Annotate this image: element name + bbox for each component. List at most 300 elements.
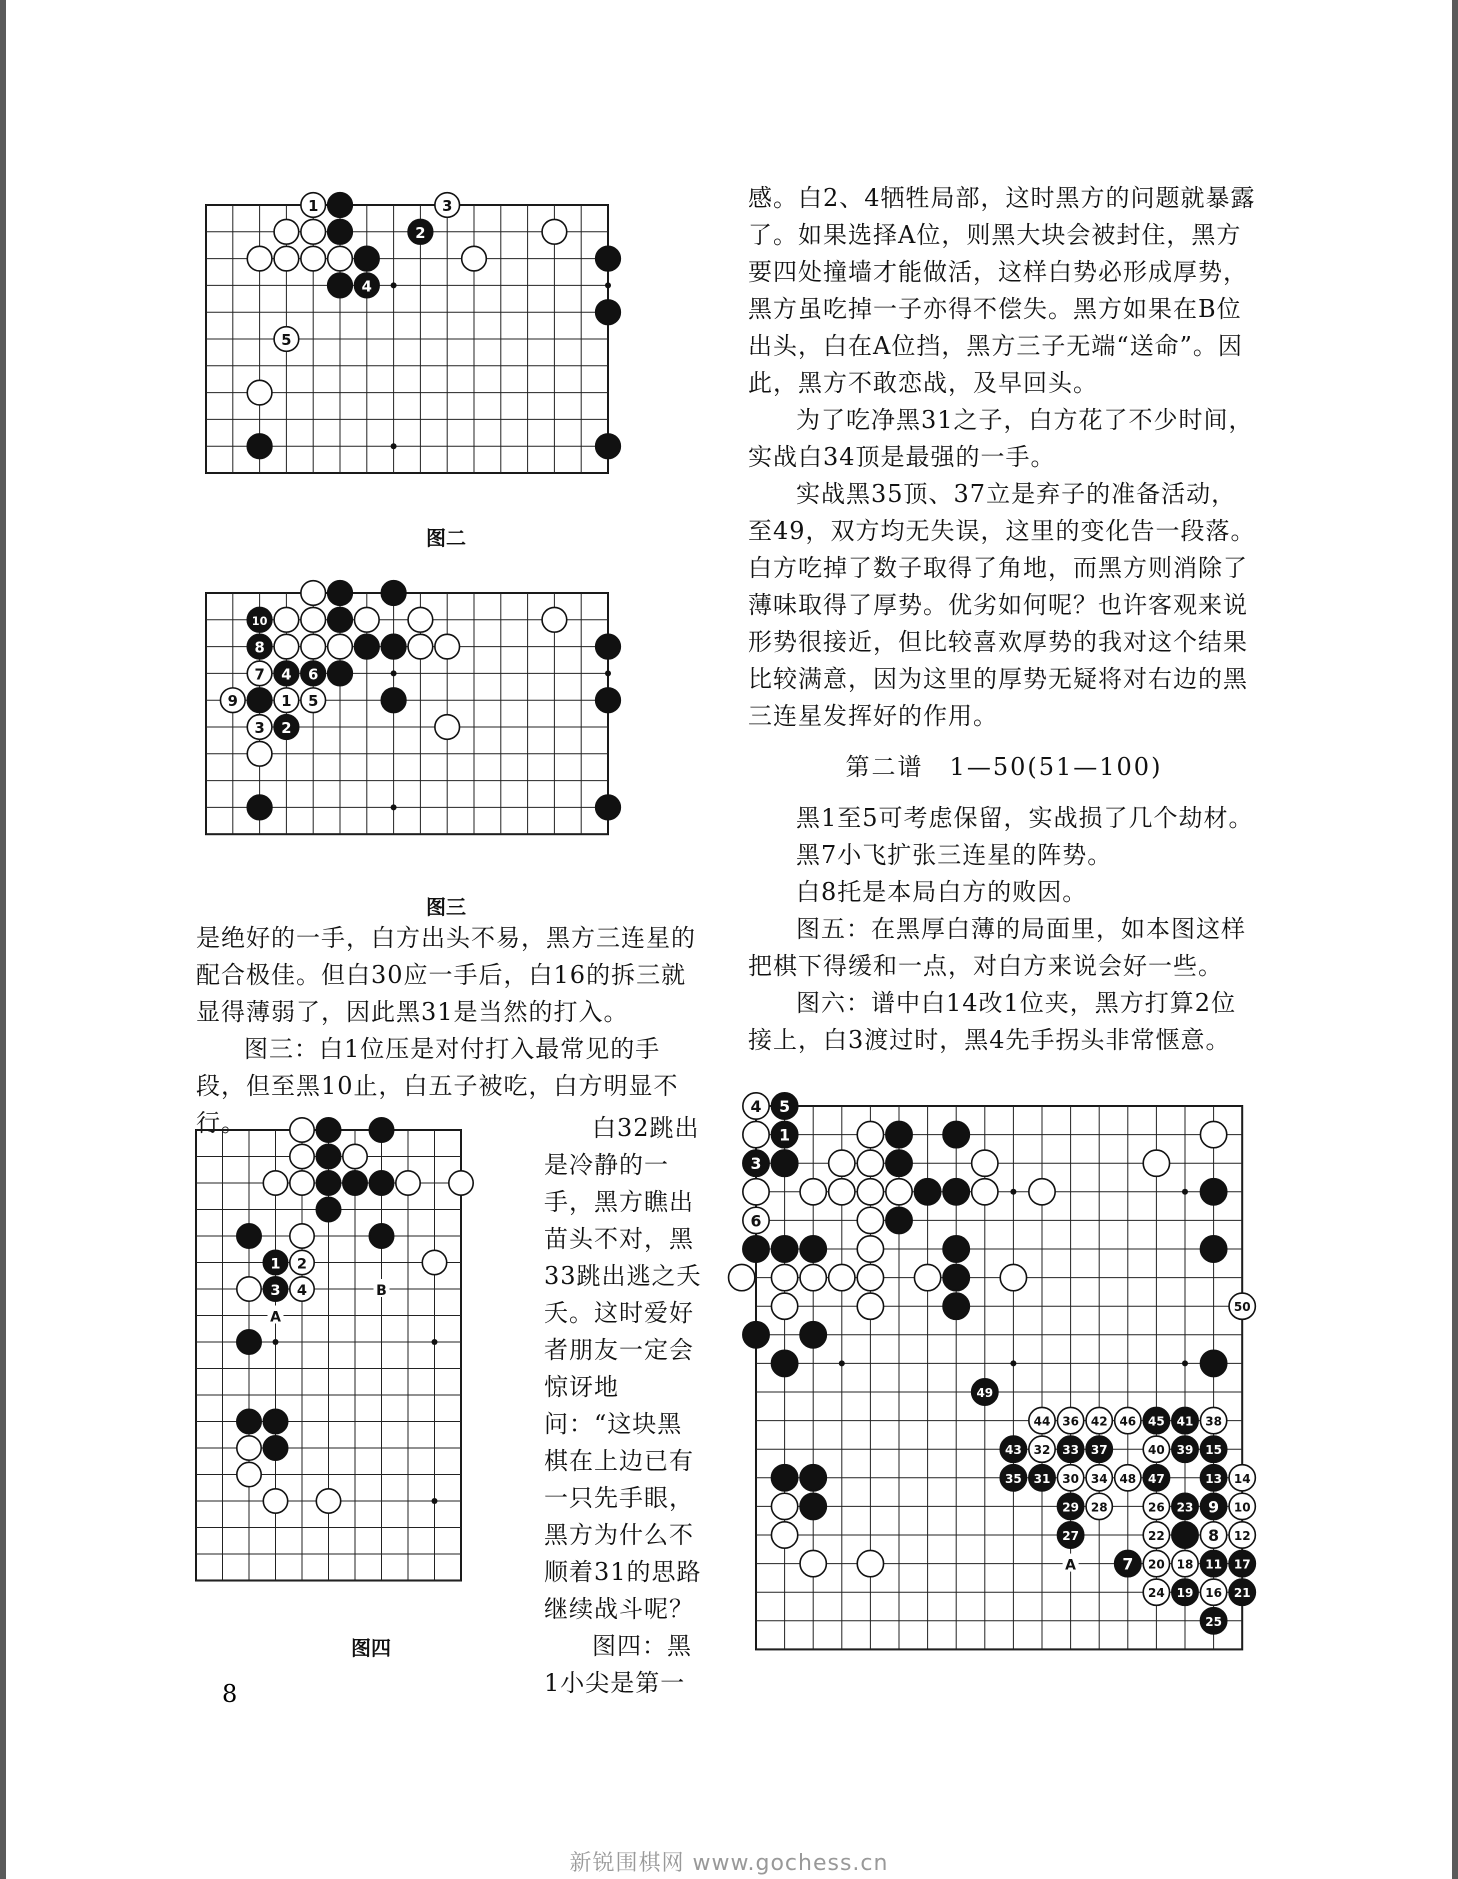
move-number: 21: [1233, 1586, 1251, 1601]
paragraph: 是绝好的一手，白方出头不易，黑方三连星的配合极佳。但白30应一手后，白16的拆三就显得薄弱了，因此黑31是当然的打入。: [196, 924, 696, 1026]
white-stone: [237, 1277, 261, 1301]
move-number: 24: [1148, 1586, 1165, 1601]
move-number: 10: [1233, 1500, 1251, 1515]
white-stone: [771, 1293, 797, 1319]
side-column-text: [544, 1110, 704, 1702]
move-number: 8: [254, 639, 265, 657]
white-stone: [301, 688, 326, 713]
black-stone: [381, 634, 406, 659]
white-stone: [542, 607, 567, 632]
white-stone: [247, 715, 272, 740]
white-stone: [408, 634, 433, 659]
star-point: [1182, 1189, 1188, 1195]
white-stone: [237, 1436, 261, 1460]
board-figure-2: [206, 197, 641, 506]
black-stone: [596, 434, 621, 459]
paragraph: 白32跳出是冷静的一手，黑方瞧出苗头不对，黑33跳出逃之夭夭。这时爱好者朋友一定会惊讶地问：“这块黑棋在上边已有一只先手眼，黑方为什么不顺着31的思路继续战斗呢？: [544, 1114, 702, 1623]
star-point: [273, 1339, 279, 1345]
move-number: 2: [415, 224, 426, 242]
white-stone: [729, 1264, 755, 1290]
black-stone: [381, 688, 406, 713]
white-stone: [1143, 1150, 1169, 1176]
white-stone: [301, 634, 326, 659]
white-stone: [1086, 1493, 1112, 1519]
black-stone: [369, 1118, 393, 1142]
paragraph: 实战黑35顶、37立是弃子的准备活动，至49，双方均无失误，这里的变化告一段落。白方吃掉了数子取得了角地，而黑方则消除了薄味取得了厚势。优劣如何呢？也许客观来说形势很接近，但比较喜欢厚势的我对这个结果比较满意，因为这里的厚势无疑将对右边的黑三连星发挥好的作用。: [748, 480, 1256, 730]
move-number: 36: [1062, 1414, 1079, 1429]
white-stone: [800, 1264, 826, 1290]
paragraph: 为了吃净黑31之子，白方花了不少时间，实战白34顶是最强的一手。: [748, 406, 1254, 471]
move-number: 26: [1148, 1500, 1165, 1515]
white-stone: [743, 1179, 769, 1205]
white-stone: [1200, 1579, 1226, 1605]
move-number: 46: [1119, 1414, 1137, 1429]
black-stone: [886, 1121, 912, 1147]
white-stone: [1200, 1522, 1226, 1548]
white-stone: [274, 634, 299, 659]
board-mark: A: [1065, 1557, 1077, 1574]
black-stone: [1000, 1465, 1026, 1491]
black-stone: [1200, 1465, 1226, 1491]
black-stone: [1172, 1436, 1198, 1462]
white-stone: [800, 1550, 826, 1576]
black-stone: [408, 219, 433, 244]
paragraph: 图四：黑1小尖是第一: [544, 1632, 692, 1697]
white-stone: [301, 581, 326, 606]
move-number: 3: [254, 720, 265, 737]
black-stone: [1200, 1236, 1226, 1262]
white-stone: [301, 607, 326, 632]
black-stone: [1229, 1550, 1255, 1576]
white-stone: [343, 1144, 367, 1168]
white-stone: [263, 1489, 287, 1513]
black-stone: [247, 634, 272, 659]
white-stone: [274, 607, 299, 632]
white-stone: [1143, 1493, 1169, 1519]
black-stone: [1172, 1522, 1198, 1548]
black-stone: [328, 219, 353, 244]
paragraph: 图六：谱中白14改1位夹，黑方打算2位接上，白3渡过时，黑4先手拐头非常惬意。: [748, 989, 1237, 1054]
move-number: 3: [442, 197, 453, 215]
white-stone: [247, 380, 272, 405]
board-figure-3: [206, 593, 641, 867]
move-number: 19: [1176, 1586, 1194, 1601]
black-stone: [274, 715, 299, 740]
black-stone: [771, 1465, 797, 1491]
white-stone: [857, 1293, 883, 1319]
black-stone: [771, 1150, 797, 1176]
black-stone: [800, 1465, 826, 1491]
move-number: 25: [1205, 1614, 1222, 1629]
black-stone: [771, 1093, 797, 1119]
paragraph: 图三：白1位压是对付打入最常见的手段，但至黑10止，白五子被吃，白方明显不行。: [196, 1035, 679, 1137]
white-stone: [237, 1462, 261, 1486]
move-number: 37: [1090, 1443, 1108, 1458]
white-stone: [290, 1224, 314, 1248]
white-stone: [857, 1121, 883, 1147]
move-number: 48: [1119, 1471, 1137, 1486]
white-stone: [857, 1236, 883, 1262]
star-point: [432, 1498, 438, 1504]
black-stone: [237, 1409, 261, 1433]
move-number: 2: [281, 720, 292, 737]
white-stone: [857, 1550, 883, 1576]
black-stone: [743, 1150, 769, 1176]
white-stone: [1229, 1522, 1255, 1548]
move-number: 22: [1148, 1528, 1165, 1543]
black-stone: [1143, 1465, 1169, 1491]
white-stone: [771, 1522, 797, 1548]
black-stone: [1172, 1493, 1198, 1519]
move-number: 6: [308, 666, 319, 684]
star-point: [605, 670, 611, 676]
paragraph: 感。白2、4牺牲局部，这时黑方的问题就暴露了。如果选择A位，则黑大块会被封住，黑方要四处撞墙才能做活，这样白势必形成厚势，黑方虽吃掉一子亦得不偿失。黑方如果在B位出头，白在A位挡，黑方三子无端“送命”。因此，黑方不敢恋战，及早回头。: [748, 184, 1256, 397]
white-stone: [247, 661, 272, 686]
black-stone: [316, 1144, 340, 1168]
section-title: 第二谱 1—50(51—100): [845, 753, 1163, 781]
black-stone: [263, 1250, 287, 1274]
move-number: 5: [281, 331, 292, 349]
white-stone: [972, 1150, 998, 1176]
black-stone: [263, 1277, 287, 1301]
black-stone: [316, 1118, 340, 1142]
move-number: 39: [1176, 1443, 1194, 1458]
board-mark: B: [376, 1283, 387, 1299]
board-figure-6: [728, 1078, 1277, 1684]
black-stone: [1000, 1436, 1026, 1462]
move-number: 47: [1148, 1471, 1165, 1486]
white-stone: [743, 1093, 769, 1119]
star-point: [605, 282, 611, 288]
move-number: 17: [1233, 1557, 1251, 1572]
white-stone: [1057, 1465, 1083, 1491]
black-stone: [247, 434, 272, 459]
white-stone: [1143, 1579, 1169, 1605]
white-stone: [328, 246, 353, 271]
white-stone: [328, 634, 353, 659]
black-stone: [328, 661, 353, 686]
white-stone: [1200, 1121, 1226, 1147]
black-stone: [1200, 1350, 1226, 1376]
black-stone: [343, 1171, 367, 1195]
move-number: 6: [750, 1211, 762, 1231]
white-stone: [435, 193, 460, 218]
go-board-svg: [206, 197, 641, 506]
black-stone: [943, 1179, 969, 1205]
black-stone: [1172, 1407, 1198, 1433]
black-stone: [596, 795, 621, 820]
black-stone: [328, 273, 353, 298]
white-stone: [220, 688, 245, 713]
move-number: 3: [750, 1154, 762, 1174]
white-stone: [857, 1264, 883, 1290]
go-board-svg: [196, 1130, 494, 1613]
white-stone: [1229, 1493, 1255, 1519]
white-stone: [290, 1118, 314, 1142]
black-stone: [328, 607, 353, 632]
black-stone: [943, 1121, 969, 1147]
black-stone: [1200, 1179, 1226, 1205]
star-point: [391, 282, 397, 288]
black-stone: [596, 688, 621, 713]
move-number: 4: [361, 278, 372, 296]
white-stone: [290, 1144, 314, 1168]
black-stone: [771, 1121, 797, 1147]
black-stone: [316, 1171, 340, 1195]
black-stone: [886, 1150, 912, 1176]
white-stone: [1000, 1264, 1026, 1290]
move-number: 27: [1062, 1528, 1079, 1543]
move-number: 42: [1090, 1414, 1108, 1429]
move-number: 10: [251, 614, 268, 628]
black-stone: [247, 607, 272, 632]
white-stone: [1029, 1436, 1055, 1462]
star-point: [1010, 1360, 1016, 1366]
white-stone: [1229, 1465, 1255, 1491]
black-stone: [301, 661, 326, 686]
white-stone: [743, 1207, 769, 1233]
board-mark: A: [270, 1309, 281, 1326]
black-stone: [972, 1379, 998, 1405]
move-number: 16: [1205, 1586, 1222, 1601]
white-stone: [1143, 1436, 1169, 1462]
move-number: 5: [308, 693, 319, 711]
black-stone: [943, 1293, 969, 1319]
white-stone: [354, 607, 379, 632]
black-stone: [1086, 1436, 1112, 1462]
black-stone: [1229, 1579, 1255, 1605]
black-stone: [369, 1224, 393, 1248]
move-number: 9: [227, 693, 238, 711]
white-stone: [857, 1150, 883, 1176]
black-stone: [743, 1322, 769, 1348]
black-stone: [800, 1236, 826, 1262]
white-stone: [1086, 1407, 1112, 1433]
move-number: 13: [1205, 1471, 1222, 1486]
move-number: 4: [296, 1282, 308, 1299]
move-number: 30: [1062, 1471, 1079, 1486]
star-point: [391, 804, 397, 810]
white-stone: [1172, 1550, 1198, 1576]
star-point: [391, 443, 397, 449]
black-stone: [237, 1330, 261, 1354]
white-stone: [263, 1171, 287, 1195]
move-number: 7: [1122, 1554, 1134, 1574]
white-stone: [829, 1150, 855, 1176]
black-stone: [328, 581, 353, 606]
white-stone: [274, 688, 299, 713]
black-stone: [1172, 1579, 1198, 1605]
white-stone: [274, 246, 299, 271]
move-number: 3: [270, 1282, 281, 1299]
move-number: 4: [750, 1097, 762, 1117]
white-stone: [422, 1250, 446, 1274]
board-figure-4: [196, 1130, 494, 1613]
black-stone: [914, 1179, 940, 1205]
white-stone: [1143, 1550, 1169, 1576]
move-number: 23: [1176, 1500, 1194, 1515]
black-stone: [381, 581, 406, 606]
move-number: 5: [779, 1097, 791, 1117]
black-stone: [328, 193, 353, 218]
move-number: 29: [1062, 1500, 1079, 1515]
white-stone: [301, 246, 326, 271]
move-number: 1: [270, 1255, 281, 1273]
white-stone: [857, 1179, 883, 1205]
white-stone: [972, 1179, 998, 1205]
black-stone: [369, 1171, 393, 1195]
page-number: 8: [222, 1680, 238, 1708]
move-number: 28: [1090, 1500, 1108, 1515]
white-stone: [829, 1264, 855, 1290]
white-stone: [301, 193, 326, 218]
white-stone: [408, 607, 433, 632]
move-number: 14: [1233, 1471, 1251, 1486]
white-stone: [462, 246, 487, 271]
go-board-svg: [728, 1078, 1277, 1684]
white-stone: [316, 1489, 340, 1513]
white-stone: [829, 1179, 855, 1205]
move-number: 33: [1062, 1443, 1079, 1458]
paragraph: 白8托是本局白方的败因。: [796, 878, 1088, 906]
move-number: 31: [1033, 1471, 1051, 1486]
black-stone: [274, 661, 299, 686]
black-stone: [247, 688, 272, 713]
white-stone: [1086, 1465, 1112, 1491]
star-point: [1182, 1360, 1188, 1366]
white-stone: [290, 1277, 314, 1301]
move-number: 45: [1148, 1414, 1165, 1429]
move-number: 35: [1005, 1471, 1022, 1486]
star-point: [391, 670, 397, 676]
black-stone: [237, 1224, 261, 1248]
black-stone: [316, 1197, 340, 1221]
white-stone: [743, 1121, 769, 1147]
caption-figure-4: 图四: [351, 1636, 391, 1660]
black-stone: [1143, 1407, 1169, 1433]
move-number: 34: [1090, 1471, 1108, 1486]
white-stone: [800, 1179, 826, 1205]
black-stone: [943, 1264, 969, 1290]
white-stone: [1229, 1293, 1255, 1319]
black-stone: [354, 273, 379, 298]
white-stone: [542, 219, 567, 244]
move-number: 1: [779, 1125, 791, 1145]
paragraph: 黑1至5可考虑保留，实战损了几个劫材。: [796, 804, 1254, 832]
white-stone: [914, 1264, 940, 1290]
caption-figure-2: 图二: [426, 526, 466, 550]
page: [6, 0, 1452, 1879]
white-stone: [290, 1171, 314, 1195]
paragraph: 图五：在黑厚白薄的局面里，如本图这样把棋下得缓和一点，对白方来说会好一些。: [748, 915, 1246, 980]
black-stone: [771, 1350, 797, 1376]
move-number: 49: [976, 1386, 994, 1400]
move-number: 50: [1233, 1300, 1251, 1315]
move-number: 1: [281, 693, 292, 711]
black-stone: [1029, 1465, 1055, 1491]
left-column-text: [196, 920, 706, 1142]
white-stone: [1115, 1465, 1141, 1491]
white-stone: [771, 1264, 797, 1290]
black-stone: [743, 1236, 769, 1262]
black-stone: [943, 1236, 969, 1262]
black-stone: [800, 1493, 826, 1519]
black-stone: [800, 1322, 826, 1348]
black-stone: [1057, 1522, 1083, 1548]
black-stone: [263, 1436, 287, 1460]
move-number: 7: [254, 666, 265, 684]
move-number: 2: [296, 1255, 308, 1273]
move-number: 38: [1205, 1414, 1222, 1429]
black-stone: [596, 246, 621, 271]
white-stone: [1200, 1407, 1226, 1433]
move-number: 32: [1033, 1443, 1051, 1458]
black-stone: [1057, 1493, 1083, 1519]
black-stone: [1200, 1436, 1226, 1462]
white-stone: [1143, 1522, 1169, 1548]
black-stone: [1115, 1550, 1141, 1576]
black-stone: [263, 1409, 287, 1433]
move-number: 43: [1005, 1443, 1022, 1458]
move-number: 15: [1205, 1443, 1222, 1458]
move-number: 4: [281, 666, 292, 684]
white-stone: [886, 1179, 912, 1205]
black-stone: [886, 1207, 912, 1233]
white-stone: [290, 1250, 314, 1274]
star-point: [1010, 1189, 1016, 1195]
footer-watermark: 新锐围棋网 www.gochess.cn: [569, 1851, 889, 1876]
star-point: [839, 1360, 845, 1366]
white-stone: [1057, 1407, 1083, 1433]
black-stone: [771, 1236, 797, 1262]
white-stone: [449, 1171, 473, 1195]
white-stone: [1029, 1407, 1055, 1433]
white-stone: [247, 741, 272, 766]
move-number: 18: [1176, 1557, 1194, 1572]
move-number: 1: [308, 197, 319, 215]
move-number: 9: [1208, 1497, 1220, 1517]
white-stone: [396, 1171, 420, 1195]
white-stone: [857, 1207, 883, 1233]
move-number: 11: [1205, 1557, 1222, 1572]
black-stone: [354, 634, 379, 659]
move-number: 41: [1176, 1414, 1194, 1429]
black-stone: [1200, 1550, 1226, 1576]
black-stone: [596, 300, 621, 325]
move-number: 8: [1208, 1525, 1220, 1545]
black-stone: [1200, 1608, 1226, 1634]
white-stone: [435, 634, 460, 659]
black-stone: [596, 634, 621, 659]
white-stone: [1115, 1407, 1141, 1433]
move-number: 20: [1148, 1557, 1165, 1572]
move-number: 40: [1148, 1443, 1165, 1458]
black-stone: [1057, 1436, 1083, 1462]
go-board-svg: [206, 593, 641, 867]
right-column-text: [748, 180, 1260, 1059]
star-point: [432, 1339, 438, 1345]
white-stone: [274, 219, 299, 244]
white-stone: [301, 219, 326, 244]
black-stone: [1200, 1493, 1226, 1519]
white-stone: [435, 715, 460, 740]
black-stone: [247, 795, 272, 820]
white-stone: [247, 246, 272, 271]
move-number: 12: [1233, 1528, 1251, 1543]
paragraph: 黑7小飞扩张三连星的阵势。: [796, 841, 1113, 869]
white-stone: [274, 327, 299, 352]
caption-figure-3: 图三: [426, 895, 466, 919]
